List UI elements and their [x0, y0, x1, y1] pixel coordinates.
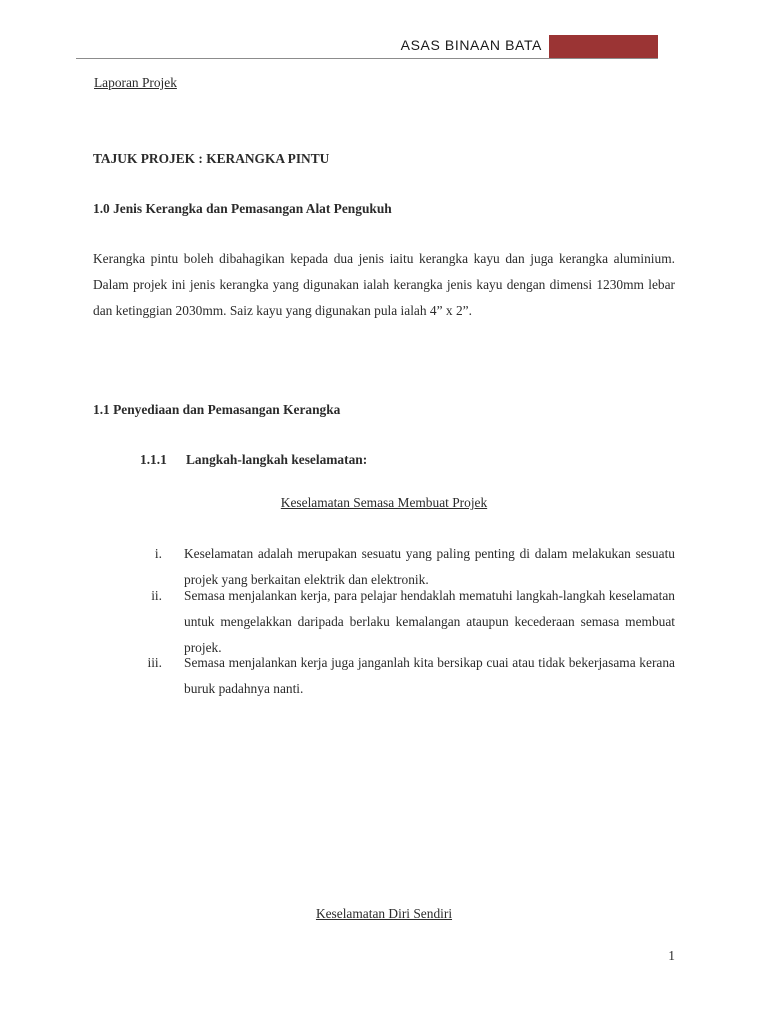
subsection-number: 1.1.1 — [140, 452, 167, 467]
list-item-text: Semasa menjalankan kerja, para pelajar hendaklah mematuhi langkah-langkah keselamatan untuk mengelakkan daripada berlaku kemalangan ataupun kecederaan semasa membuat projek. — [184, 588, 675, 655]
list-item-number: iii. — [147, 655, 162, 670]
header-accent-block — [549, 35, 658, 59]
list-item-text: Semasa menjalankan kerja juga janganlah kita bersikap cuai atau tidak bekerjasama kerana buruk padahnya nanti. — [184, 655, 675, 696]
subsection-title: Langkah-langkah keselamatan: — [186, 452, 368, 467]
safety-section-title: Keselamatan Semasa Membuat Projek — [280, 495, 488, 510]
page-number: 1 — [668, 948, 675, 963]
header-divider — [76, 58, 658, 59]
list-item-number: ii. — [151, 588, 162, 603]
section-1-0-paragraph: Kerangka pintu boleh dibahagikan kepada dua jenis iaitu kerangka kayu dan juga kerangka aluminium. Dalam projek ini jenis kerangka yang digunakan ialah kerangka jenis kayu dengan dimensi 1230mm lebar dan ketinggian 2030mm. Saiz kayu yang digunakan pula ialah 4” x 2”. — [93, 251, 675, 318]
section-1-1-heading: 1.1 Penyediaan dan Pemasangan Kerangka — [93, 402, 341, 417]
header-title: ASAS BINAAN BATA — [400, 37, 542, 53]
section-1-0-heading: 1.0 Jenis Kerangka dan Pemasangan Alat Pengukuh — [93, 201, 392, 216]
project-title: TAJUK PROJEK : KERANGKA PINTU — [93, 151, 330, 166]
personal-safety-title: Keselamatan Diri Sendiri — [315, 906, 453, 921]
list-item-number: i. — [154, 546, 162, 561]
list-item-text: Keselamatan adalah merupakan sesuatu yang paling penting di dalam melakukan sesuatu projek yang berkaitan elektrik dan elektronik. — [184, 546, 675, 587]
report-label: Laporan Projek — [94, 75, 177, 90]
